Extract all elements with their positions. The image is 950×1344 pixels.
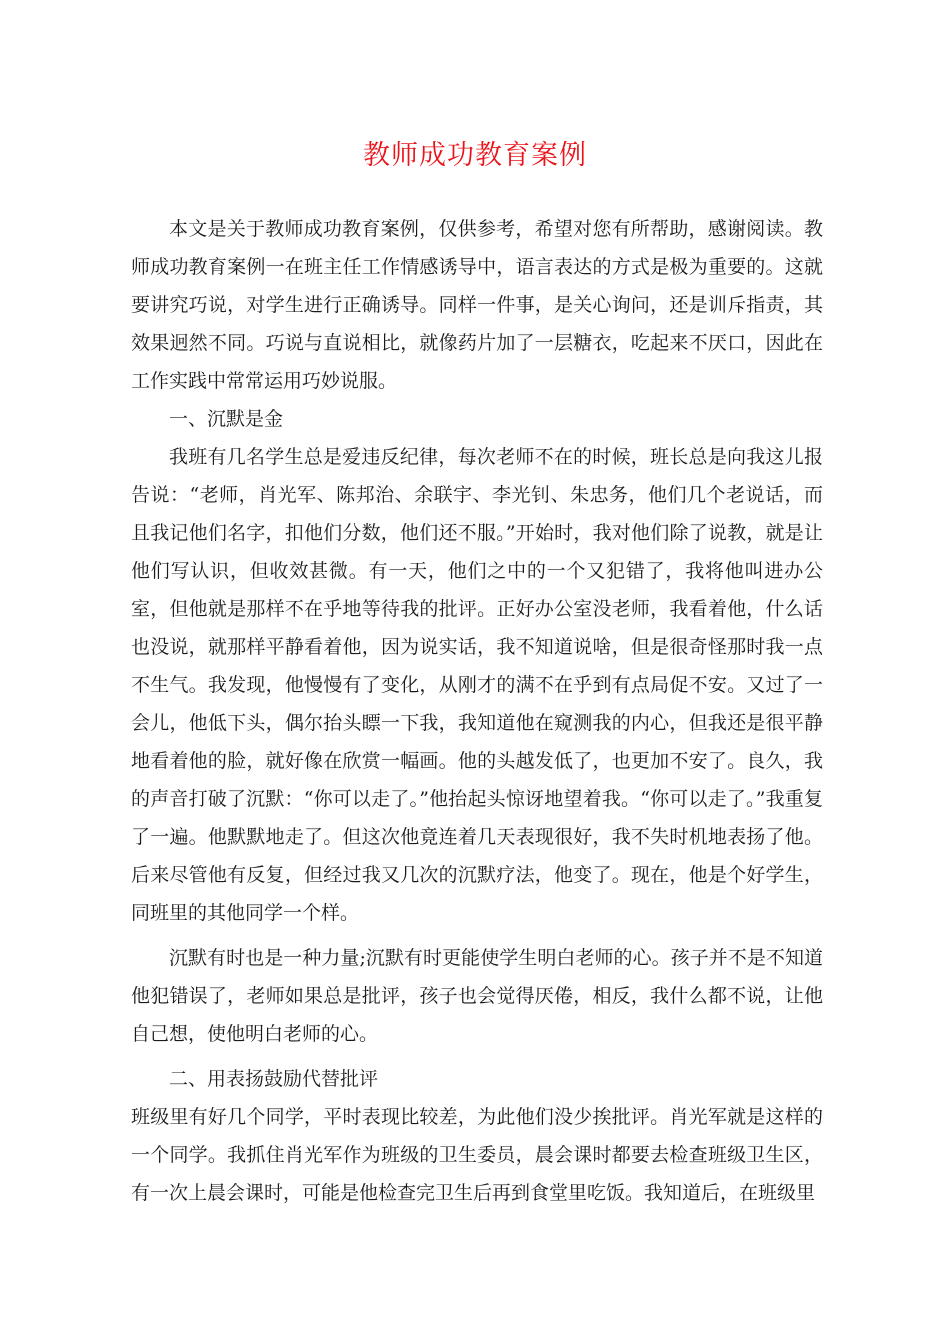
document-title: 教师成功教育案例	[363, 140, 587, 171]
paragraph-silence-story: 我班有几名学生总是爱违反纪律，每次老师不在的时候，班长总是向我这儿报告说：“老师，肖光军、陈邦治、余联宇、李光钊、朱忠务，他们几个老说话，而且我记他们名字，扣他们分数，他们还不服。”开始时，我对他们除了说教，就是让他们写认识，但收效甚微。有一天，他们之中的一个又犯错了，我将他叫进办公室，但他就是那样不在乎地等待我的批评。正好办公室没老师，我看着他，什么话也没说，就那样平静看着他，因为说实话，我不知道说啥，但是很奇怪那时我一点不生气。我发现，他慢慢有了变化，从刚才的满不在乎到有点局促不安。又过了一会儿，他低下头，偶尔抬头瞟一下我，我知道他在窥测我的内心，但我还是很平静地看着他的脸，就好像在欣赏一幅画。他的头越发低了，也更加不安了。良久，我的声音打破了沉默：“你可以走了。”他抬起头惊讶地望着我。“你可以走了。”我重复了一遍。他默默地走了。但这次他竟连着几天表现很好，我不失时机地表扬了他。后来尽管他有反复，但经过我又几次的沉默疗法，他变了。现在，他是个好学生，同班里的其他同学一个样。	[131, 446, 823, 924]
section-heading-silence: 一、沉默是金	[169, 408, 284, 430]
paragraph-silence-reflection: 沉默有时也是一种力量;沉默有时更能使学生明白老师的心。孩子并不是不知道他犯错误了，老师如果总是批评，孩子也会觉得厌倦，相反，我什么都不说，让他自己想，使他明白老师的心。	[131, 947, 823, 1045]
document-body	[131, 210, 823, 1212]
section-heading-praise: 二、用表扬鼓励代替批评	[169, 1068, 379, 1090]
paragraph-praise-story: 班级里有好几个同学，平时表现比较差，为此他们没少挨批评。肖光军就是这样的一个同学。我抓住肖光军作为班级的卫生委员，晨会课时都要去检查班级卫生区，有一次上晨会课时，可能是他检查完卫生后再到食堂里吃饭。我知道后，在班级里	[131, 1106, 823, 1204]
paragraph-intro: 本文是关于教师成功教育案例，仅供参考，希望对您有所帮助，感谢阅读。教师成功教育案例一在班主任工作情感诱导中，语言表达的方式是极为重要的。这就要讲究巧说，对学生进行正确诱导。同样一件事，是关心询问，还是训斥指责，其效果迥然不同。巧说与直说相比，就像药片加了一层糖衣，吃起来不厌口，因此在工作实践中常常运用巧妙说服。	[131, 218, 823, 392]
